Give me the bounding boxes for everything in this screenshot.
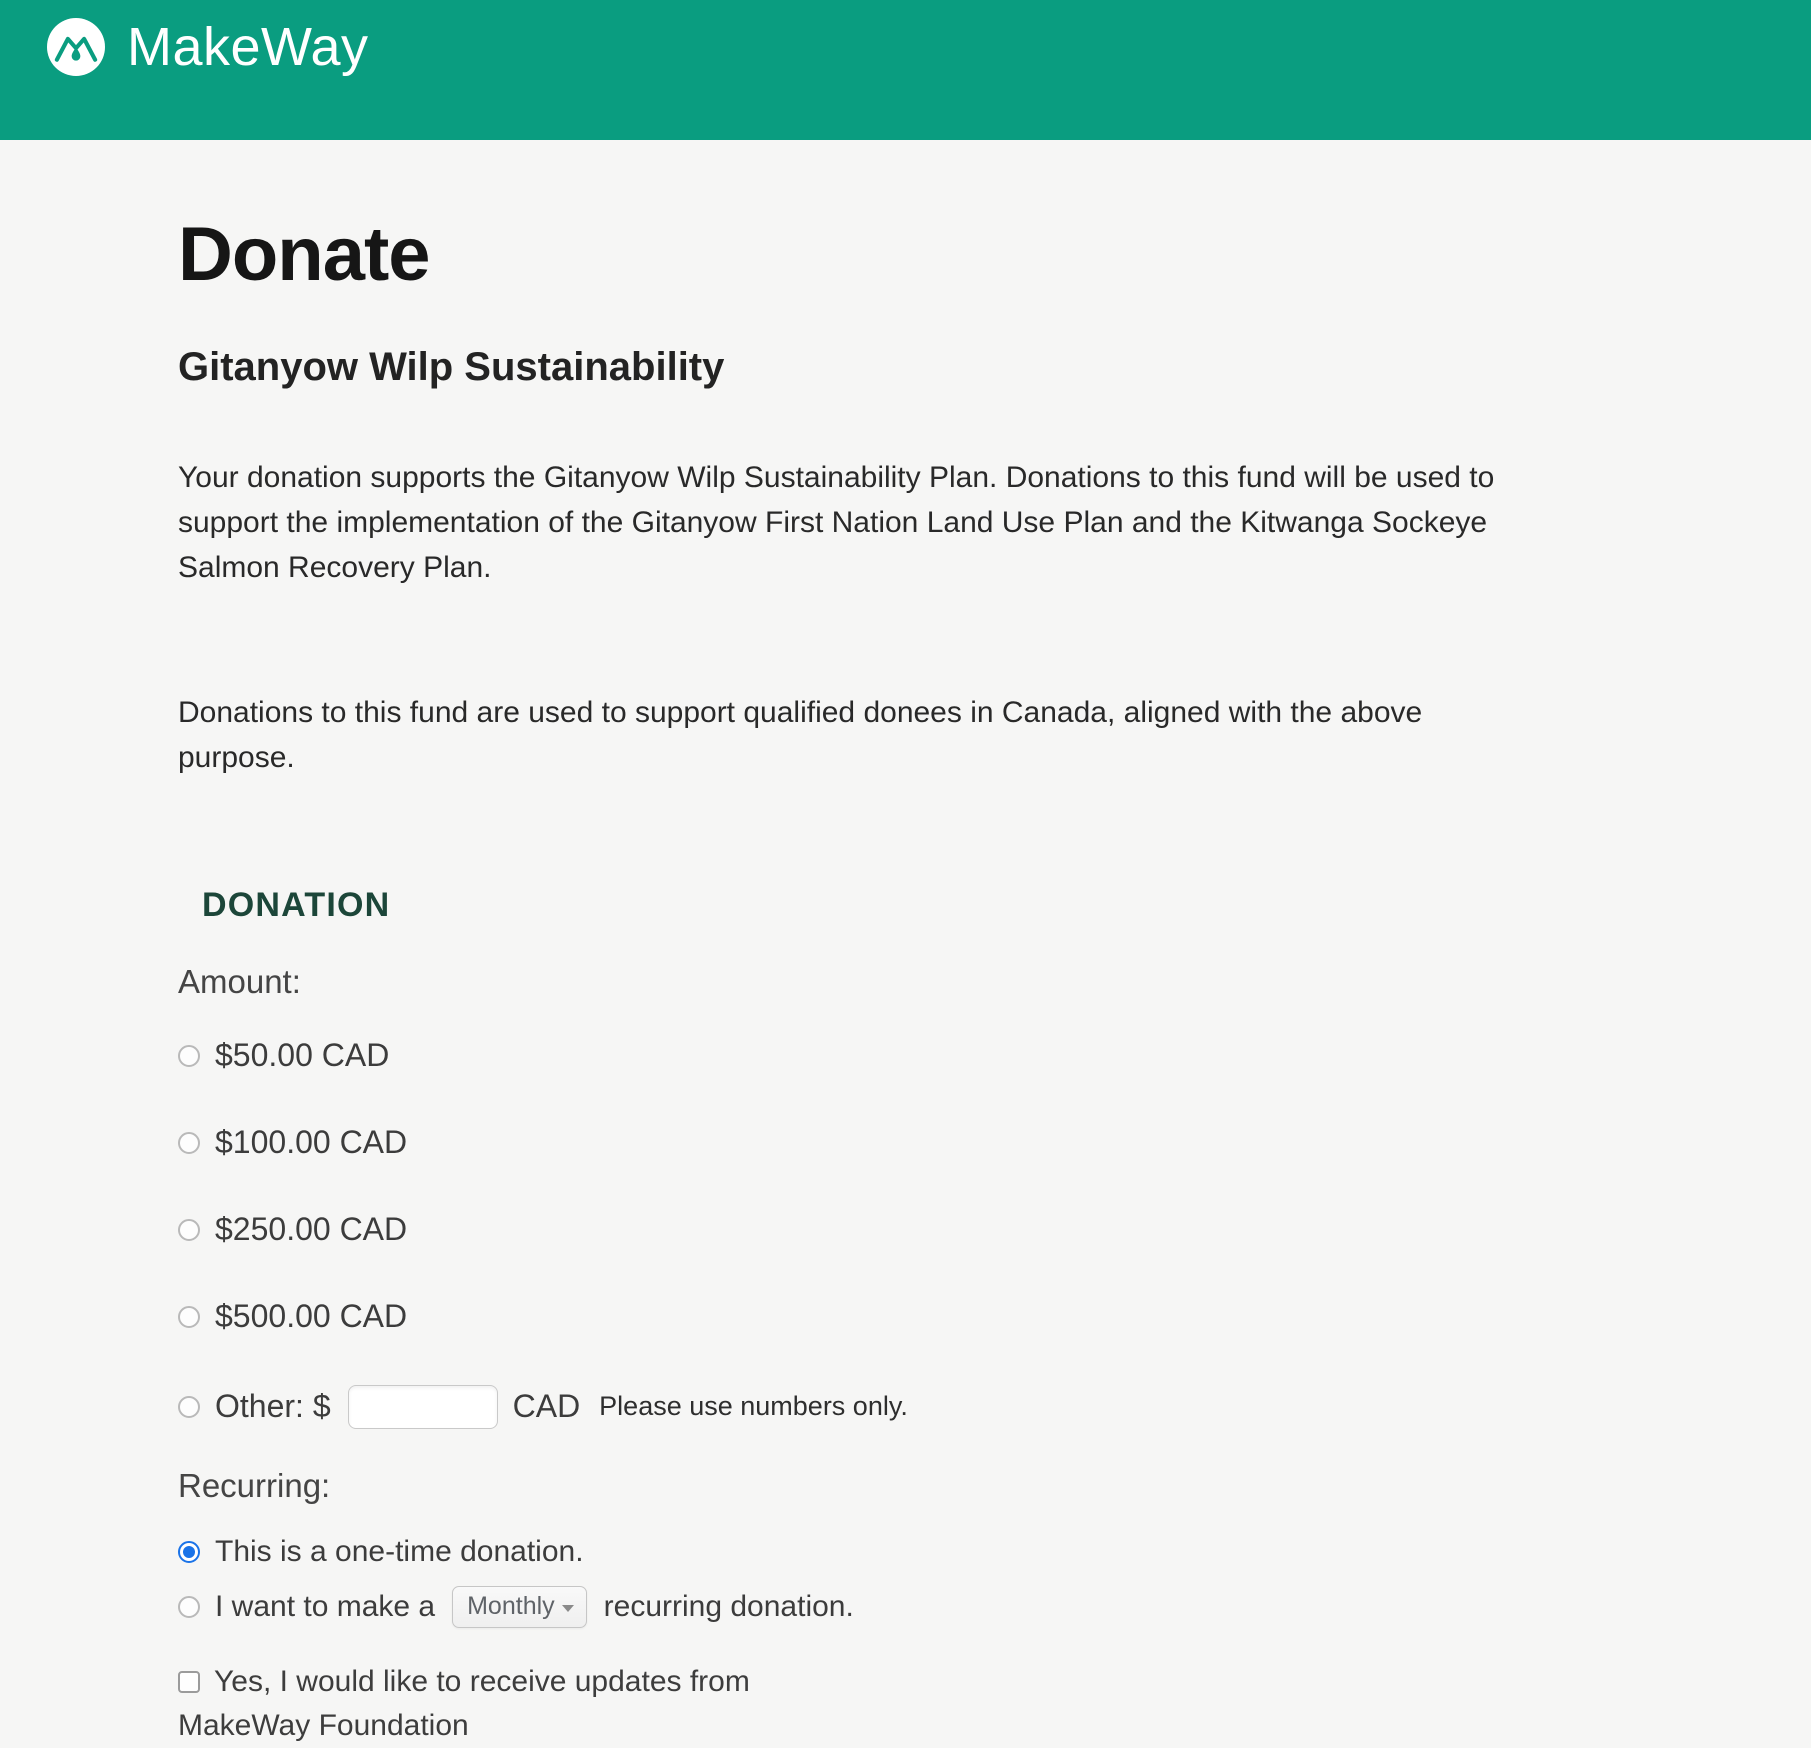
intro-paragraph [178, 455, 1791, 590]
radio-button[interactable] [178, 1596, 200, 1618]
currency-label: CAD [512, 1388, 581, 1425]
makeway-logo[interactable] [47, 16, 369, 78]
header-bar [0, 0, 1811, 140]
radio-button[interactable] [178, 1132, 200, 1154]
brand-wordmark: MakeWay [127, 17, 369, 77]
amount-option-100[interactable] [178, 1123, 1791, 1163]
updates-option[interactable] [178, 1660, 878, 1748]
amount-option-label: $250.00 CAD [215, 1211, 408, 1248]
one-time-option-label: This is a one-time donation. [215, 1534, 584, 1568]
recurring-option-label-after: recurring donation. [603, 1589, 854, 1623]
intro-line-2: support the implementation of the Gitanyow First Nation Land Use Plan and the Kitwanga Sockeye [178, 505, 1488, 539]
amount-option-label: $50.00 CAD [215, 1037, 390, 1074]
one-time-option[interactable] [178, 1532, 1791, 1572]
radio-button[interactable] [178, 1396, 200, 1418]
radio-button-selected[interactable] [178, 1541, 200, 1563]
frequency-select[interactable] [452, 1586, 587, 1628]
other-option-label: Other: $ [215, 1388, 331, 1425]
amount-option-label: $100.00 CAD [215, 1124, 408, 1161]
radio-button[interactable] [178, 1219, 200, 1241]
amount-option-other[interactable] [178, 1384, 1791, 1430]
page-subtitle: Gitanyow Wilp Sustainability [178, 344, 725, 389]
recurring-option[interactable] [178, 1584, 1791, 1630]
updates-checkbox[interactable] [178, 1671, 200, 1693]
page-title: Donate [178, 212, 430, 297]
donation-section-title: DONATION [202, 885, 391, 924]
radio-button[interactable] [178, 1045, 200, 1067]
note-paragraph [178, 690, 1791, 780]
chevron-down-icon [562, 1605, 574, 1612]
amount-option-50[interactable] [178, 1036, 1791, 1076]
recurring-option-label-before: I want to make a [215, 1589, 436, 1623]
radio-button[interactable] [178, 1306, 200, 1328]
donation-page [0, 212, 1811, 1748]
frequency-select-value: Monthly [467, 1592, 555, 1621]
recurring-label: Recurring: [178, 1466, 331, 1504]
amount-label: Amount: [178, 962, 301, 1000]
amount-option-500[interactable] [178, 1297, 1791, 1337]
intro-line-3: Salmon Recovery Plan. [178, 550, 492, 584]
mountain-droplet-icon [47, 18, 105, 76]
intro-line-1: Your donation supports the Gitanyow Wilp Sustainability Plan. Donations to this fund will be used to [178, 460, 1495, 494]
note-line-2: purpose. [178, 740, 295, 774]
amount-option-250[interactable] [178, 1210, 1791, 1250]
other-amount-input[interactable] [348, 1385, 498, 1429]
updates-label: Yes, I would like to receive updates from MakeWay Foundation [178, 1664, 750, 1742]
amount-option-label: $500.00 CAD [215, 1298, 408, 1335]
note-line-1: Donations to this fund are used to support qualified donees in Canada, aligned with the above [178, 695, 1423, 729]
numbers-only-hint: Please use numbers only. [599, 1391, 908, 1422]
